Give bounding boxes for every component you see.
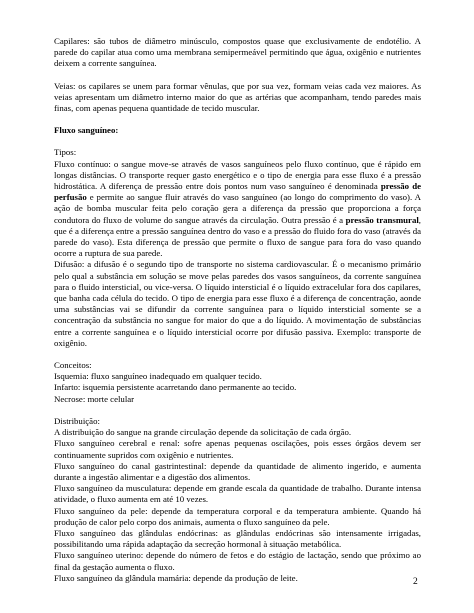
tipos-heading: Tipos: [54, 147, 77, 158]
distribuicao-mamaria: Fluxo sanguíneo da glândula mamária: depende da produção de leite. [54, 572, 298, 583]
distribuicao-musculatura: Fluxo sanguíneo da musculatura: depende em grande escala da quantidade de trabalho. Durante intensa atividade, o fluxo aumenta em até 10 vezes. [54, 483, 421, 505]
capilares-paragraph: Capilares: são tubos de diâmetro minúsculo, compostos quase que exclusivamente de endotélio. A parede do capilar atua como uma membrana semipermeável permitindo que água, oxigênio e nutrientes deixem a corrente sanguínea. [54, 36, 421, 69]
conceito-necrose: Necrose: morte celular [54, 393, 135, 404]
page-number: 2 [413, 577, 418, 587]
conceitos-heading: Conceitos: [54, 360, 92, 371]
pressao-perfusao-term: pressão de perfusão [54, 181, 421, 203]
conceito-isquemia: Isquemia: fluxo sanguíneo inadequado em qualquer tecido. [54, 371, 262, 382]
fluxo-continuo-text-a: Fluxo contínuo: o sangue move-se através de vasos sanguíneos pelo fluxo contínuo, que é rápido em longas distâncias. O transporte requer gasto energético e o tipo de energia para esse fluxo é a pressão hidrostática. A diferença de pressão entre dois pontos num vaso sanguíneo é denominada [54, 158, 421, 192]
document-body [54, 36, 421, 584]
difusao-paragraph: Difusão: a difusão é o segundo tipo de transporte no sistema cardiovascular. É o mecanismo primário pelo qual a substância em solução se move pelas paredes dos vasos sanguíneos, da corrente sanguínea para o fluido intersticial, ou vice-versa. O líquido intersticial é o líquido extracelular fora dos capilares, que banha cada célula do tecido. O tipo de energia para esse fluxo é a diferença de concentração, aonde uma substâncias vai se difundir da corrente sanguínea para o líquido intersticial somente se a concentração da substância no sangue for maior do que a do líquido. A movimentação de substâncias entre a corrente sanguínea e o líquido intersticial ocorre por difusão passiva. Exemplo: transporte de oxigênio. [54, 259, 421, 348]
fluxo-continuo-paragraph [54, 159, 421, 260]
distribuicao-intro: A distribuição do sangue na grande circulação depende da solicitação de cada órgão. [54, 427, 352, 438]
fluxo-continuo-text-c: e permite ao sangue fluir através do vaso sanguíneo (ao longo do comprimento do vaso). A ação de bomba muscular feita pelo coração gera a diferença da pressão que proporciona a força condutora do fluxo de volume do sangue através da circulação. Outra pressão é a [54, 192, 421, 225]
distribuicao-cerebral-renal: Fluxo sanguíneo cerebral e renal: sofre apenas pequenas oscilações, pois esses órgãos devem ser continuamente supridos com oxigênio e nutrientes. [54, 438, 421, 460]
veias-paragraph: Veias: os capilares se unem para formar vênulas, que por sua vez, formam veias cada vez maiores. As veias apresentam um diâmetro interno maior do que as artérias que acompanham, tendo paredes mais finas, com apenas pequena quantidade de tecido muscular. [54, 80, 421, 114]
conceito-infarto: Infarto: isquemia persistente acarretando dano permanente ao tecido. [54, 382, 297, 393]
distribuicao-endocrinas: Fluxo sanguíneo das glândulas endócrinas: as glândulas endócrinas são intensamente irrigadas, possibilitando uma rápida adaptação da secreção hormonal à situação metabólica. [54, 527, 421, 550]
distribuicao-pele: Fluxo sanguíneo da pele: depende da temperatura corporal e da temperatura ambiente. Quando há produção de calor pelo corpo dos animais, aumenta o fluxo sanguíneo da pele. [54, 505, 421, 527]
fluxo-continuo-text-d: , que é a diferença entre a pressão sanguínea dentro do vaso e a pressão do fluido fora do vaso (através da parede do vaso). Esta diferença de pressão que permite o fluxo de sangue para fora do vaso quando ocorre a ruptura de sua parede. [54, 214, 421, 259]
distribuicao-heading: Distribuição: [54, 415, 100, 426]
fluxo-heading: Fluxo sanguíneo: [54, 125, 119, 136]
distribuicao-gastrintestinal: Fluxo sanguíneo do canal gastrintestinal: depende da quantidade de alimento ingerido, e aumenta durante a ingestão alimentar e a digestão dos alimentos. [54, 460, 421, 482]
distribuicao-uterino: Fluxo sanguíneo uterino: depende do número de fetos e do estágio de lactação, sendo que próximo ao final da gestação aumenta o fluxo. [54, 550, 421, 572]
pressao-transmural-term: pressão transmural [345, 214, 419, 225]
